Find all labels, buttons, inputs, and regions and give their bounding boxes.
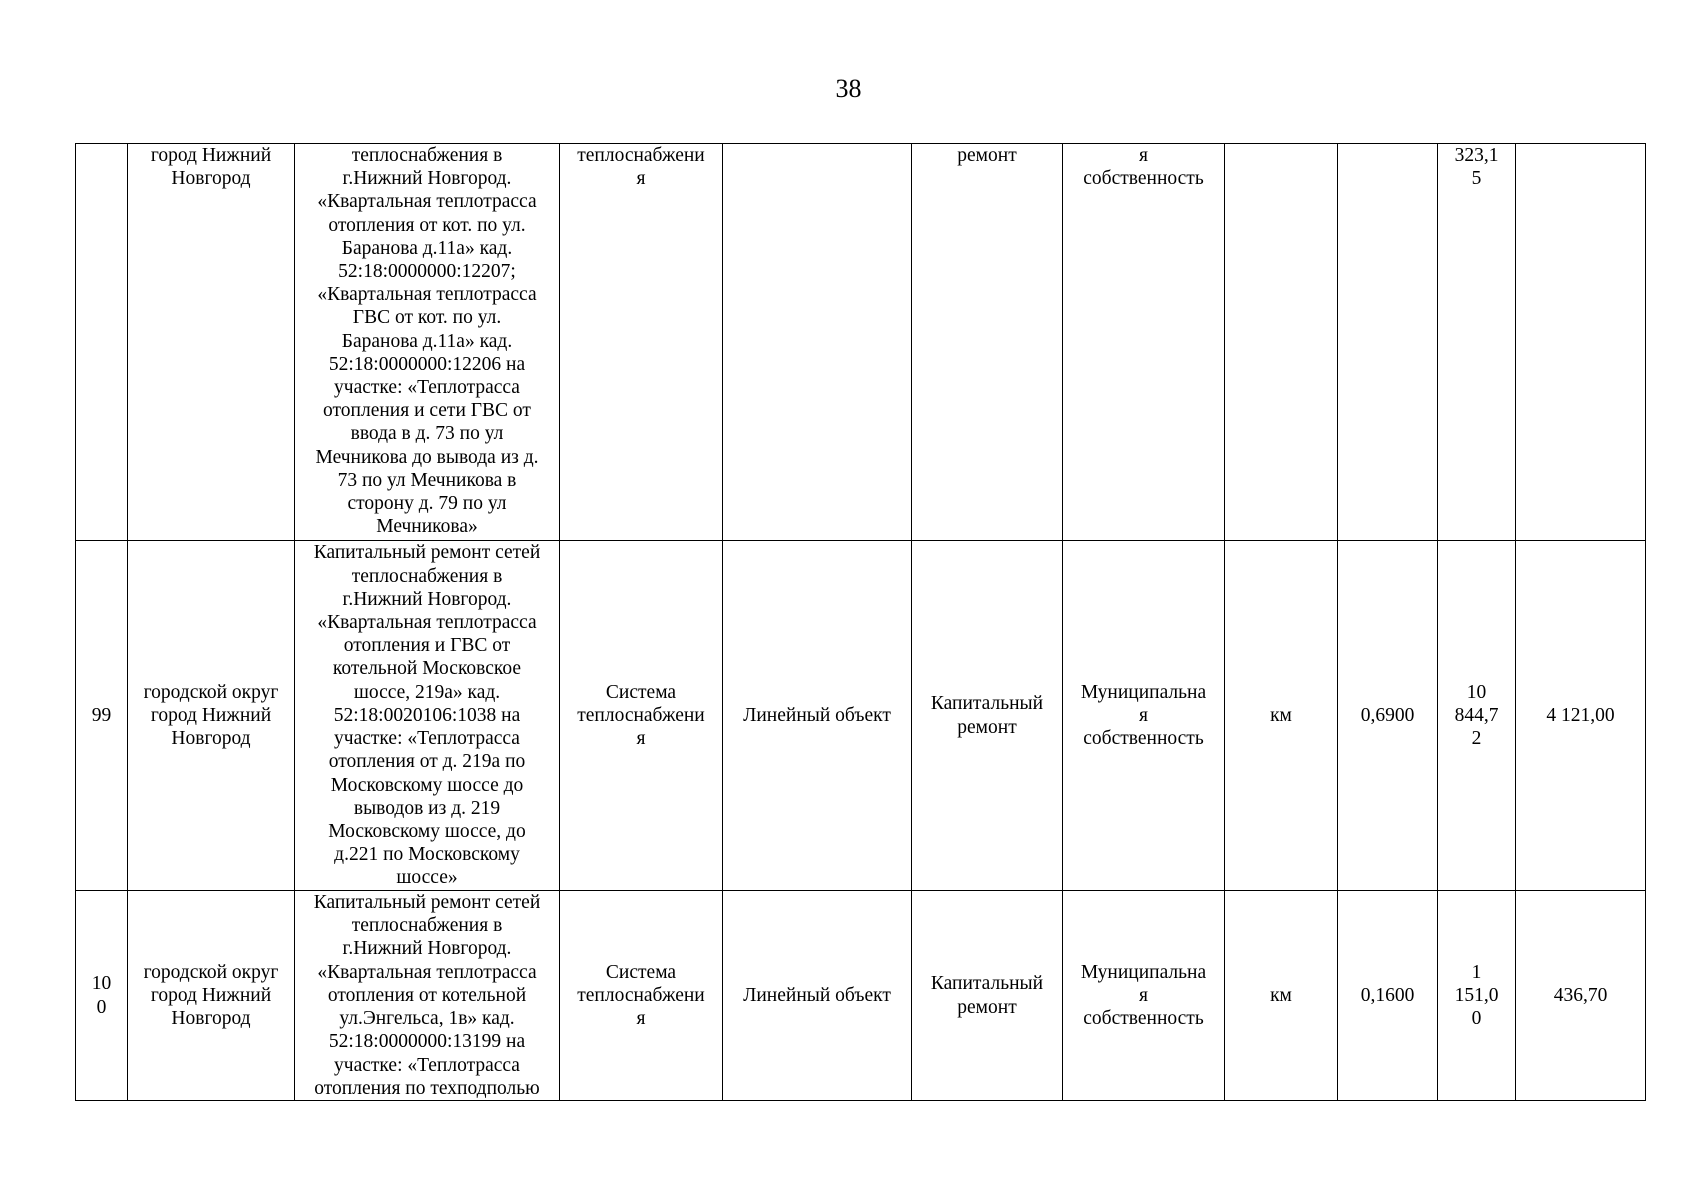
- cell-object-type: Линейный объект: [723, 891, 912, 1101]
- cell-system: Система теплоснабжени я: [560, 541, 723, 891]
- cell-cost: 323,1 5: [1438, 144, 1516, 541]
- cell-object-type: Линейный объект: [723, 541, 912, 891]
- cell-unit: [1225, 144, 1338, 541]
- cell-ownership: Муниципальна я собственность: [1063, 541, 1225, 891]
- cell-ownership: я собственность: [1063, 144, 1225, 541]
- cell-municipality: городской округ город Нижний Новгород: [128, 891, 295, 1101]
- works-table: [75, 143, 1646, 1101]
- table-row: [76, 891, 1646, 1101]
- cell-unit: км: [1225, 541, 1338, 891]
- cell-amount: 4 121,00: [1516, 541, 1646, 891]
- cell-ownership: Муниципальна я собственность: [1063, 891, 1225, 1101]
- page-number: 38: [835, 74, 862, 103]
- cell-amount: [1516, 144, 1646, 541]
- cell-object-name: теплоснабжения в г.Нижний Новгород. «Квартальная теплотрасса отопления от кот. по ул. Баранова д.11а» кад. 52:18:0000000:12207; «Квартальная теплотрасса ГВС от кот. по ул. Баранова д.11а» кад. 52:18:0000000:12206 на участке: «Теплотрасса отопления и сети ГВС от ввода в д. 73 по ул Мечникова до вывода из д. 73 по ул Мечникова в сторону д. 79 по ул Мечникова»: [295, 144, 560, 541]
- cell-amount: 436,70: [1516, 891, 1646, 1101]
- cell-system: теплоснабжени я: [560, 144, 723, 541]
- cell-work-type: ремонт: [912, 144, 1063, 541]
- cell-number: 10 0: [76, 891, 128, 1101]
- cell-object-name: Капитальный ремонт сетей теплоснабжения в г.Нижний Новгород. «Квартальная теплотрасса отопления и ГВС от котельной Московское шоссе, 219а» кад. 52:18:0020106:1038 на участке: «Теплотрасса отопления от д. 219а по Московскому шоссе до выводов из д. 219 Московскому шоссе, до д.221 по Московскому шоссе»: [295, 541, 560, 891]
- cell-work-type: Капитальный ремонт: [912, 541, 1063, 891]
- cell-number: [76, 144, 128, 541]
- table-row: [76, 541, 1646, 891]
- cell-municipality: город Нижний Новгород: [128, 144, 295, 541]
- cell-number: 99: [76, 541, 128, 891]
- cell-unit: км: [1225, 891, 1338, 1101]
- cell-municipality: городской округ город Нижний Новгород: [128, 541, 295, 891]
- cell-cost: 1 151,0 0: [1438, 891, 1516, 1101]
- cell-length: 0,6900: [1338, 541, 1438, 891]
- cell-length: 0,1600: [1338, 891, 1438, 1101]
- table-row: [76, 144, 1646, 541]
- cell-object-type: [723, 144, 912, 541]
- cell-system: Система теплоснабжени я: [560, 891, 723, 1101]
- cell-length: [1338, 144, 1438, 541]
- cell-cost: 10 844,7 2: [1438, 541, 1516, 891]
- cell-object-name: Капитальный ремонт сетей теплоснабжения в г.Нижний Новгород. «Квартальная теплотрасса отопления от котельной ул.Энгельса, 1в» кад. 52:18:0000000:13199 на участке: «Теплотрасса отопления по техподполью: [295, 891, 560, 1101]
- cell-work-type: Капитальный ремонт: [912, 891, 1063, 1101]
